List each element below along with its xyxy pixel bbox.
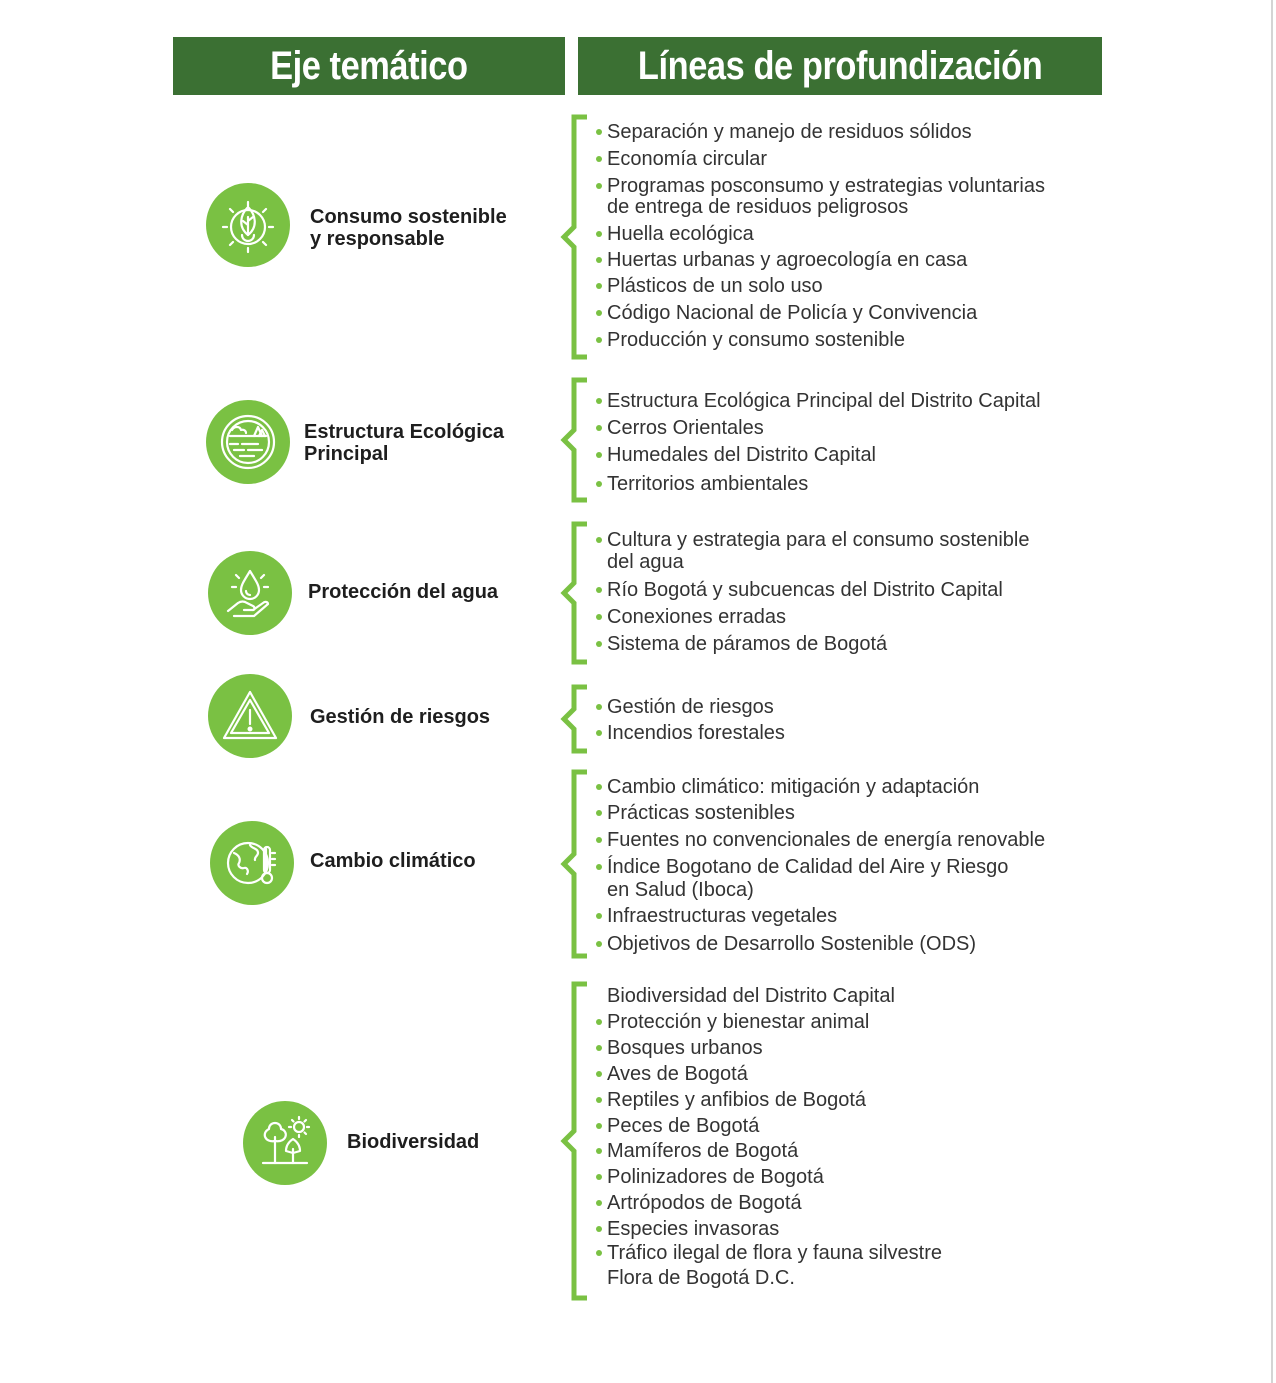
list-item-text: Aves de Bogotá: [607, 1063, 748, 1085]
bracket: [560, 522, 590, 664]
bullet-dot: [596, 810, 602, 816]
bullet-dot: [596, 614, 602, 620]
bullet-dot: [596, 283, 602, 289]
bracket: [560, 770, 590, 958]
list-item-text: Cultura y estrategia para el consumo sostenible: [607, 529, 1030, 551]
list-item-text: Fuentes no convencionales de energía renovable: [607, 829, 1046, 851]
list-item-text: Huertas urbanas y agroecología en casa: [607, 249, 968, 271]
bullet-dot: [596, 337, 602, 343]
list-item-text: Peces de Bogotá: [607, 1115, 760, 1137]
theme-label: [310, 850, 476, 872]
theme-line: y responsable: [310, 228, 445, 250]
theme-label: [308, 581, 498, 603]
bullet-dot: [596, 1019, 602, 1025]
landscape-icon: [206, 400, 290, 484]
list-item-text: Plásticos de un solo uso: [607, 275, 823, 297]
list-item-text: Huella ecológica: [607, 223, 754, 245]
bullet-dot: [596, 481, 602, 487]
bracket: [560, 982, 590, 1300]
list-item-text: Protección y bienestar animal: [607, 1011, 870, 1033]
list-item-text: Economía circular: [607, 148, 768, 170]
page-edge-divider: [1271, 0, 1273, 1383]
list-item-text: Cambio climático: mitigación y adaptación: [607, 776, 980, 798]
bullet-dot: [596, 730, 602, 736]
list-item-text: Flora de Bogotá D.C.: [607, 1267, 795, 1289]
list-item-text: Índice Bogotano de Calidad del Aire y Riesgo: [607, 856, 1009, 878]
list-item-text: Sistema de páramos de Bogotá: [607, 633, 888, 655]
list-item-text: Tráfico ilegal de flora y fauna silvestre: [607, 1242, 942, 1264]
list-item-text: Humedales del Distrito Capital: [607, 444, 877, 466]
list-item-text: Incendios forestales: [607, 722, 785, 744]
bullet-dot: [596, 1200, 602, 1206]
list-item-text: Río Bogotá y subcuencas del Distrito Capital: [607, 579, 1003, 601]
bullet-dot: [596, 1097, 602, 1103]
bracket: [560, 685, 590, 753]
warning-triangle-icon: [208, 674, 292, 758]
bullet-dot: [596, 704, 602, 710]
bullet-dot: [596, 1123, 602, 1129]
bullet-dot: [596, 784, 602, 790]
list-item-text: Infraestructuras vegetales: [607, 905, 838, 927]
theme-label: [310, 706, 490, 728]
list-item-text: Bosques urbanos: [607, 1037, 763, 1059]
theme-label: [347, 1131, 479, 1153]
theme-label: [310, 206, 507, 250]
list-item-text: de entrega de residuos peligrosos: [607, 196, 909, 218]
list-item-text: Estructura Ecológica Principal del Distrito Capital: [607, 390, 1041, 412]
list-item-text: Programas posconsumo y estrategias voluntarias: [607, 175, 1045, 197]
bullet-dot: [596, 156, 602, 162]
globe-thermometer-icon: [210, 821, 294, 905]
list-item-text: Cerros Orientales: [607, 417, 764, 439]
header-left-label: Eje temático: [270, 43, 468, 88]
bullet-dot: [596, 913, 602, 919]
list-item-text: del agua: [607, 551, 684, 573]
list-item-text: Objetivos de Desarrollo Sostenible (ODS): [607, 933, 977, 955]
bullet-dot: [596, 425, 602, 431]
list-item-text: Artrópodos de Bogotá: [607, 1192, 802, 1214]
theme-line: Consumo sostenible: [310, 206, 507, 228]
bullet-dot: [596, 129, 602, 135]
water-drop-hand-icon: [208, 551, 292, 635]
list-item-text: Prácticas sostenibles: [607, 802, 795, 824]
bullet-dot: [596, 587, 602, 593]
list-item-text: Polinizadores de Bogotá: [607, 1166, 824, 1188]
bullet-dot: [596, 941, 602, 947]
bullet-dot: [596, 310, 602, 316]
bracket: [560, 115, 590, 359]
bullet-dot: [596, 641, 602, 647]
bullet-dot: [596, 1250, 602, 1256]
bullet-dot: [596, 1226, 602, 1232]
list-item-text: Territorios ambientales: [607, 473, 809, 495]
theme-line: Protección del agua: [308, 581, 499, 603]
list-item-text: Código Nacional de Policía y Convivencia: [607, 302, 978, 324]
theme-line: Biodiversidad: [347, 1131, 480, 1153]
theme-line: Cambio climático: [310, 850, 476, 872]
bullet-dot: [596, 231, 602, 237]
bullet-dot: [596, 864, 602, 870]
header-lineas-profundizacion: [578, 37, 1102, 95]
header-eje-tematico: [173, 37, 565, 95]
theme-line: Principal: [304, 443, 389, 465]
theme-label: [304, 421, 504, 465]
header-right-label: Líneas de profundización: [637, 43, 1043, 88]
theme-line: Gestión de riesgos: [310, 706, 491, 728]
bullet-dot: [596, 452, 602, 458]
bullet-dot: [596, 1071, 602, 1077]
bullet-dot: [596, 1045, 602, 1051]
list-item-text: Conexiones erradas: [607, 606, 786, 628]
list-item-text: Reptiles y anfibios de Bogotá: [607, 1089, 867, 1111]
bullet-dot: [596, 257, 602, 263]
gear-leaf-icon: [206, 183, 290, 267]
list-item-text: Especies invasoras: [607, 1218, 780, 1240]
trees-sun-icon: [243, 1101, 327, 1185]
bullet-dot: [596, 398, 602, 404]
list-item-text: Biodiversidad del Distrito Capital: [607, 985, 895, 1007]
list-item-text: Separación y manejo de residuos sólidos: [607, 121, 972, 143]
list-item-text: Producción y consumo sostenible: [607, 329, 905, 351]
list-item-text: en Salud (Iboca): [607, 879, 754, 901]
list-item-text: Gestión de riesgos: [607, 696, 774, 718]
bullet-dot: [596, 1174, 602, 1180]
list-item-text: Mamíferos de Bogotá: [607, 1140, 799, 1162]
bullet-dot: [596, 837, 602, 843]
bullet-dot: [596, 183, 602, 189]
theme-line: Estructura Ecológica: [304, 421, 505, 443]
bullet-dot: [596, 537, 602, 543]
bullet-dot: [596, 1148, 602, 1154]
bracket: [560, 378, 590, 502]
